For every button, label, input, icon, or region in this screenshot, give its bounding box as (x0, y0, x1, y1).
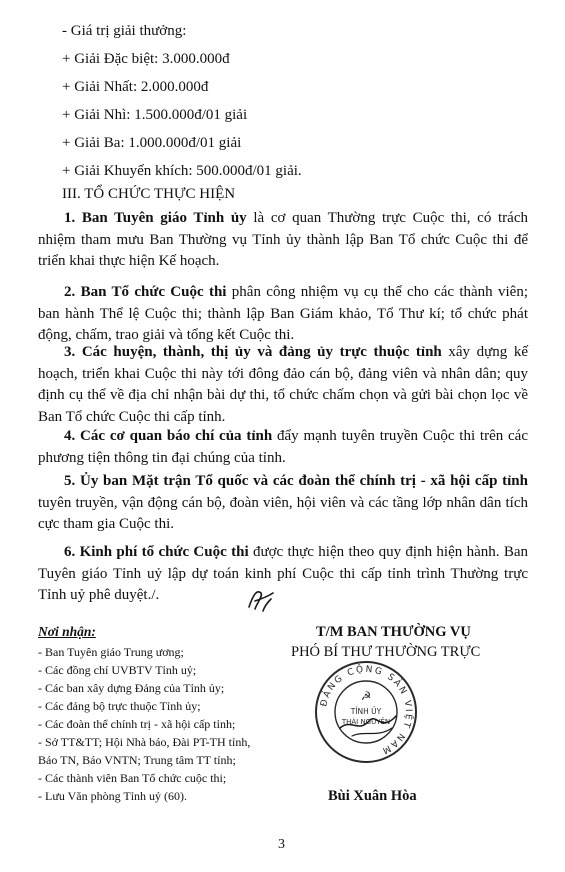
signer-name: Bùi Xuân Hòa (328, 788, 417, 804)
prize-item-encouragement: + Giải Khuyến khích: 500.000đ/01 giải. (62, 163, 302, 179)
prize-item-second: + Giải Nhì: 1.500.000đ/01 giải (62, 107, 248, 123)
paragraph-2 (38, 282, 528, 347)
recipient-item: - Các ban xây dựng Đảng của Tỉnh ủy; (38, 681, 225, 695)
paragraph-4-lead: 4. Các cơ quan báo chí của tỉnh (64, 428, 273, 444)
paragraph-4 (38, 426, 528, 469)
recipient-item: - Các thành viên Ban Tổ chức cuộc thi; (38, 771, 227, 785)
recipient-item: - Các đảng bộ trực thuộc Tỉnh ủy; (38, 699, 201, 713)
section-heading: III. TỔ CHỨC THỰC HIỆN (62, 186, 236, 202)
paragraph-6-lead: 6. Kinh phí tổ chức Cuộc thi (64, 544, 249, 560)
paragraph-6 (38, 542, 528, 607)
prize-intro: - Giá trị giải thưởng: (62, 23, 187, 39)
paragraph-5-lead: 5. Ủy ban Mặt trận Tổ quốc và các đoàn thể chính trị - xã hội cấp tỉnh (64, 473, 528, 489)
page-number: 3 (278, 837, 285, 852)
paragraph-5-body: tuyên truyền, vận động cán bộ, đoàn viên, hội viên và các tầng lớp nhân dân tích cực tham gia Cuộc thi. (38, 494, 528, 532)
paragraph-3 (38, 342, 528, 428)
svg-text:☭: ☭ (360, 689, 372, 703)
seal-ring-text: ĐẢNG CỘNG SẢN VIỆT NAM (319, 664, 414, 756)
recipient-item: - Sở TT&TT; Hội Nhà báo, Đài PT-TH tỉnh, (38, 735, 251, 749)
paragraph-3-lead: 3. Các huyện, thành, thị ủy và đảng ủy trực thuộc tỉnh (64, 344, 442, 360)
paragraph-1-body: là cơ quan Thường trực Cuộc thi, có trách nhiệm tham mưu Ban Thường vụ Tỉnh ủy thành lập Ban Tổ chức Cuộc thi để triển khai thực hiện Kế hoạch. (38, 210, 528, 269)
paragraph-5 (38, 471, 528, 536)
recipient-item: - Ban Tuyên giáo Trung ương; (38, 645, 184, 659)
recipient-item: - Lưu Văn phòng Tỉnh uỷ (60). (38, 789, 188, 803)
signature-org: T/M BAN THƯỜNG VỤ (316, 624, 471, 640)
recipient-item: - Các đồng chí UVBTV Tỉnh uỷ; (38, 663, 197, 677)
paragraph-2-lead: 2. Ban Tổ chức Cuộc thi (64, 284, 227, 300)
recipient-item: Báo TN, Báo VNTN; Trung tâm TT tỉnh; (38, 753, 236, 767)
initial-signature-mark (243, 585, 277, 615)
paragraph-6-body: được thực hiện theo quy định hiện hành. Ban Tuyên giáo Tỉnh uỷ lập dự toán kinh phí Cuộc thi cấp tỉnh trình Thường trực Tỉnh uỷ phê duyệt./. (38, 544, 528, 603)
recipients-title: Nơi nhận: (38, 624, 96, 639)
party-seal-icon (312, 658, 420, 766)
prize-item-first: + Giải Nhất: 2.000.000đ (62, 79, 209, 95)
paragraph-4-body: đẩy mạnh tuyên truyền Cuộc thi trên các phương tiện thông tin đại chúng của tỉnh. (38, 428, 528, 466)
recipient-item: - Các đoàn thể chính trị - xã hội cấp tỉnh; (38, 717, 236, 731)
paragraph-1 (38, 208, 528, 273)
prize-item-third: + Giải Ba: 1.000.000đ/01 giải (62, 135, 242, 151)
paragraph-1-lead: 1. Ban Tuyên giáo Tỉnh ủy (64, 210, 247, 226)
seal-center-line-2: THÁI NGUYÊN (341, 718, 391, 726)
paragraph-3-body: xây dựng kế hoạch, triển khai Cuộc thi này tới đông đảo cán bộ, đảng viên và nhân dân; quy định cụ thể về địa chỉ nhận bài dự thi, tổ chức chấm chọn và gửi bài chọn lọc về Ban Tổ chức Cuộc thi cấp tỉnh. (38, 344, 528, 425)
signature-position: PHÓ BÍ THƯ THƯỜNG TRỰC (291, 644, 481, 660)
paragraph-2-body: phân công nhiệm vụ cụ thể cho các thành viên; ban hành Thể lệ Cuộc thi; thành lập Ban Giám khảo, Tổ Thư kí; tổ chức phát động, chấm, trao giải và tổng kết Cuộc thi. (38, 284, 528, 343)
prize-item-special: + Giải Đặc biệt: 3.000.000đ (62, 51, 230, 67)
seal-center-line-1: TỈNH ỦY (350, 707, 382, 716)
